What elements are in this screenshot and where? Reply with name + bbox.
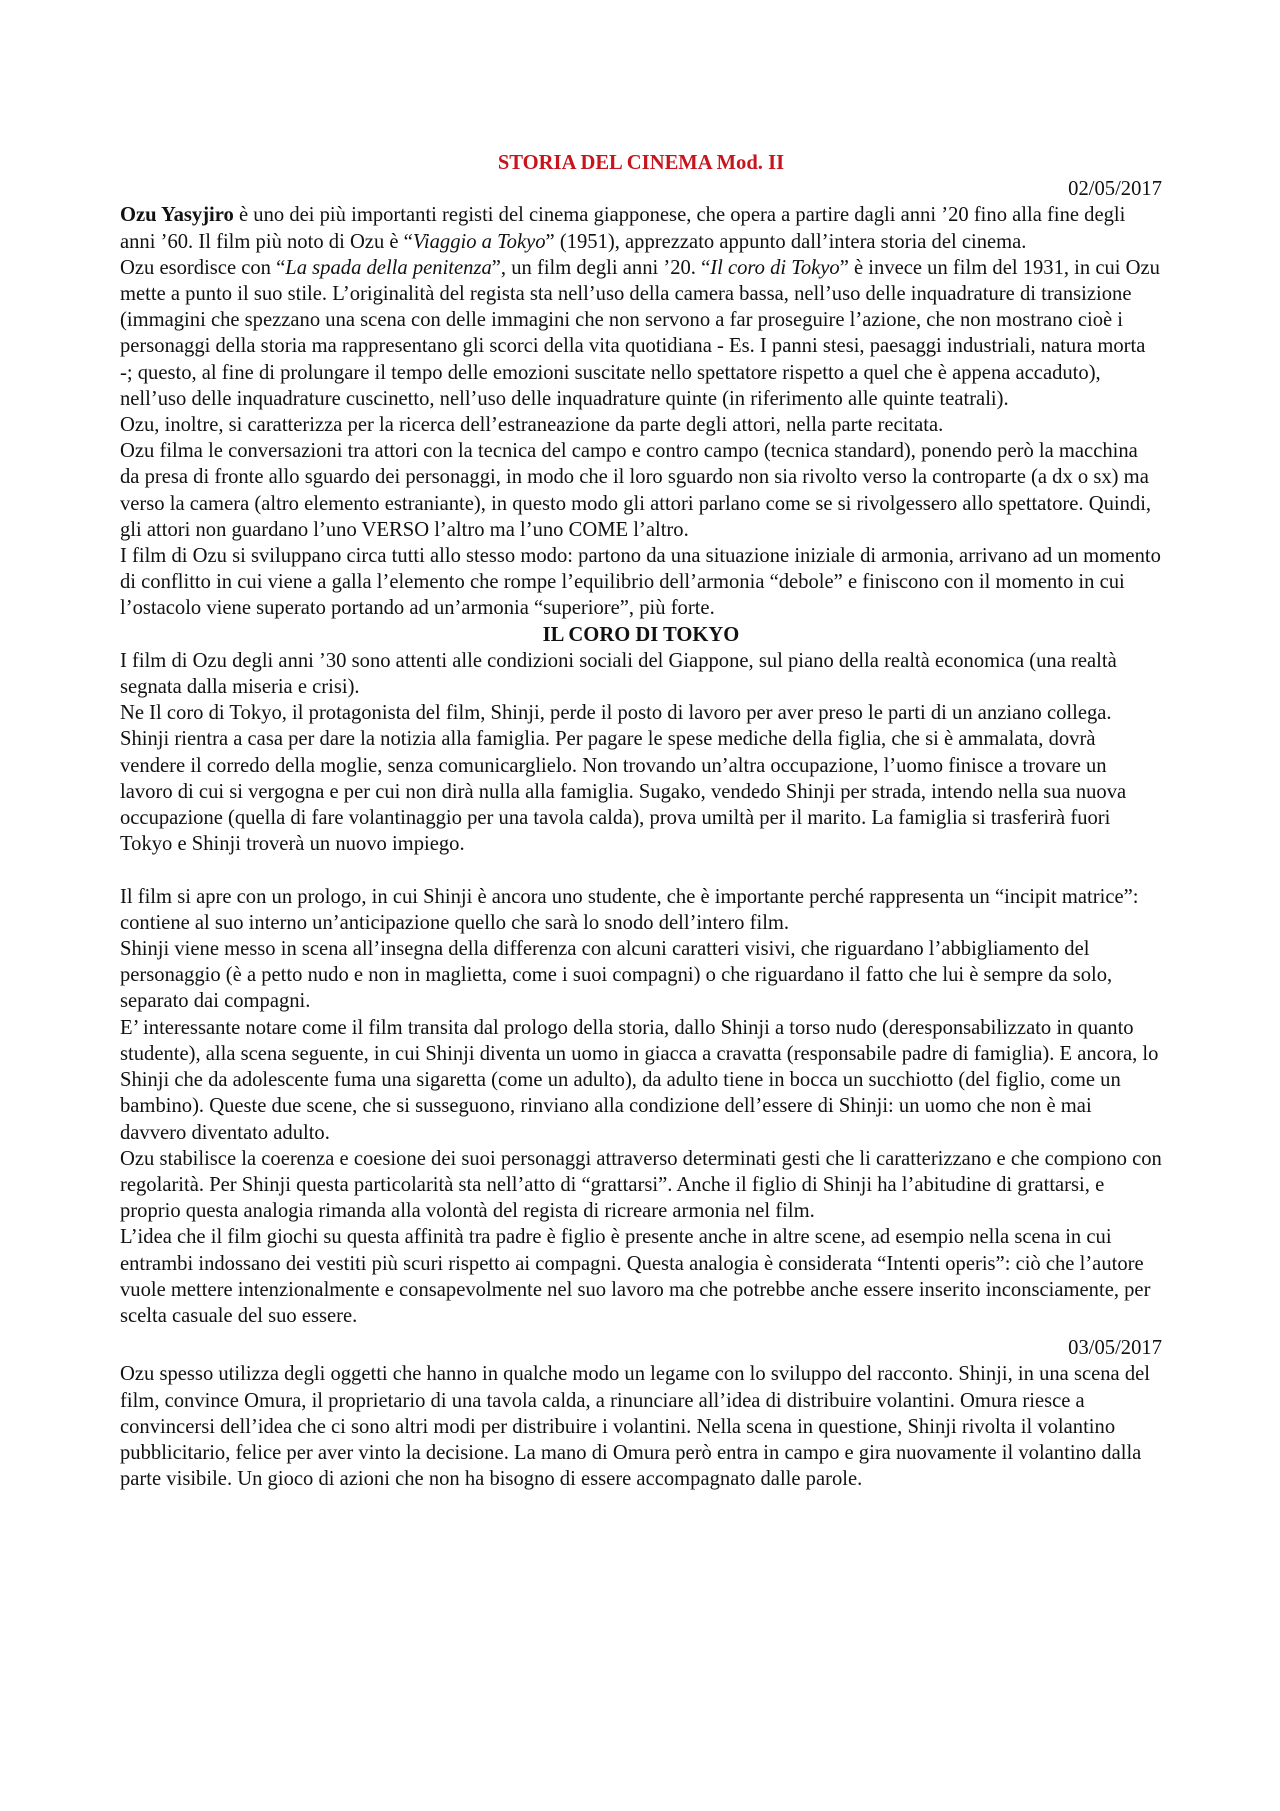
film-title: Viaggio a Tokyo <box>412 230 546 253</box>
director-name: Ozu Yasyjiro <box>120 204 234 227</box>
paragraph: Ozu stabilisce la coerenza e coesione dei suoi personaggi attraverso determinati gesti che li caratterizzano e che compiono con regolarità. Per Shinji questa particolarità sta nell’atto di “grattarsi”. Anche il figlio di Shinji ha l’abitudine di grattarsi, e proprio questa analogia rimanda alla volontà del regista di ricreare armonia nel film. <box>120 1147 1162 1223</box>
paragraph: E’ interessante notare come il film transita dal prologo della storia, dallo Shinji a torso nudo (deresponsabilizzato in quanto studente), alla scena seguente, in cui Shinji diventa un uomo in giacca a cravatta (responsabile padre di famiglia). E ancora, lo Shinji che da adolescente fuma una sigaretta (come un adulto), da adulto tiene in bocca un succhiotto (del figlio, come un bambino). Queste due scene, che si susseguono, rinviano alla condizione dell’essere di Shinji: un uomo che non è mai davvero diventato adulto. <box>120 1016 1159 1144</box>
paragraph: Shinji viene messo in scena all’insegna della differenza con alcuni caratteri visivi, che riguardano l’abbigliamento del personaggio (è a petto nudo e non in maglietta, come i suoi compagni) o che riguardano il fatto che lui è sempre da solo, separato dai compagni. <box>120 938 1113 1013</box>
blank-line <box>120 857 1162 883</box>
paragraph: L’idea che il film giochi su questa affinità tra padre è figlio è presente anche in altre scene, ad esempio nella scena in cui entrambi indossano dei vestiti più scuri rispetto ai compagni. Questa analogia è considerata “Intenti operis”: ciò che l’autore vuole mettere intenzionalmente e consapevolmente nel suo lavoro ma che potrebbe anche essere inserito inconsciamente, per scelta casuale del suo essere. <box>120 1226 1151 1327</box>
paragraph: Ozu, inoltre, si caratterizza per la ricerca dell’estraneazione da parte degli attori, nella parte recitata. <box>120 414 944 437</box>
paragraph: I film di Ozu degli anni ’30 sono attenti alle condizioni sociali del Giappone, sul piano della realtà economica (una realtà segnata dalla miseria e crisi). <box>120 649 1117 699</box>
paragraph: Ne Il coro di Tokyo, il protagonista del film, Shinji, perde il posto di lavoro per aver preso le parti di un anziano collega. Shinji rientra a casa per dare la notizia alla famiglia. Per pagare le spese mediche della figlia, che si è ammalata, dovrà vendere il corredo della moglie, senza comunicarglielo. Non trovando un’altra occupazione, l’uomo finisce a trovare un lavoro di cui si vergogna e per cui non dirà nulla alla famiglia. Sugako, vendedo Shinji per strada, intendo nella sua nuova occupazione (quella di fare volantinaggio per una tavola calda), prova umiltà per il marito. La famiglia si trasferirà fuori Tokyo e Shinji troverà un nuovo impiego. <box>120 702 1127 856</box>
section-heading: IL CORO DI TOKYO <box>542 623 740 646</box>
paragraph: Ozu filma le conversazioni tra attori con la tecnica del campo e contro campo (tecnica standard), ponendo però la macchina da presa di fronte allo sguardo dei personaggi, in modo che il loro sguardo non sia rivolto verso la controparte (a dx o sx) ma verso la camera (altro elemento estraniante), in questo modo gli attori parlano come se si rivolgessero allo spettatore. Quindi, gli attori non guardano l’uno VERSO l’altro ma l’uno COME l’altro. <box>120 440 1152 541</box>
paragraph-intro: Ozu Yasyjiro è uno dei più importanti registi del cinema giapponese, che opera a partire dagli anni ’20 fino alla fine degli anni ’60. Il film più noto di Ozu è “Viaggio a Tokyo” (1951), apprezzato appunto dall’intera storia del cinema. <box>120 204 1126 253</box>
paragraph: Il film si apre con un prologo, in cui Shinji è ancora uno studente, che è importante perché rappresenta un “incipit matrice”: contiene al suo interno un’anticipazione quello che sarà lo snodo dell’intero film. <box>120 885 1139 934</box>
film-title: La spada della penitenza <box>285 256 492 279</box>
document-page <box>120 150 1162 1492</box>
paragraph: Ozu spesso utilizza degli oggetti che hanno in qualche modo un legame con lo sviluppo del racconto. Shinji, in una scena del film, convince Omura, il proprietario di una tavola calda, a rinunciare all’idea di distribuire volantini. Omura riesce a convincersi dell’idea che ci sono altri modi per distribuire i volantini. Nella scena in questione, Shinji rivolta il volantino pubblicitario, felice per aver vinto la decisione. La mano di Omura però entra in campo e gira nuovamente il volantino dalla parte visibile. Un gioco di azioni che non ha bisogno di essere accompagnato dalle parole. <box>120 1363 1150 1491</box>
film-title: Il coro di Tokyo <box>710 256 840 279</box>
paragraph-debut: Ozu esordisce con “La spada della penitenza”, un film degli anni ’20. “Il coro di Tokyo” è invece un film del 1931, in cui Ozu mette a punto il suo stile. L’originalità del regista sta nell’uso della camera bassa, nell’uso delle inquadrature di transizione (immagini che spezzano una scena con delle immagini che non servono a far proseguire l’azione, che non mostrano cioè i personaggi della storia ma rappresentano gli scorci della vita quotidiana - Es. I panni stesi, paesaggi industriali, natura morta -; questo, al fine di prolungare il tempo delle emozioni suscitate nello spettatore rispetto a quel che è appena accaduto), nell’uso delle inquadrature cuscinetto, nell’uso delle inquadrature quinte (in riferimento alle quinte teatrali). <box>120 256 1160 410</box>
date-second: 03/05/2017 <box>1068 1337 1162 1360</box>
document-title: STORIA DEL CINEMA Mod. II <box>497 152 785 174</box>
paragraph: I film di Ozu si sviluppano circa tutti allo stesso modo: partono da una situazione iniziale di armonia, arrivano ad un momento di conflitto in cui viene a galla l’elemento che rompe l’equilibrio dell’armonia “debole” e finiscono con il momento in cui l’ostacolo viene superato portando ad un’armonia “superiore”, più forte. <box>120 545 1161 620</box>
date-first: 02/05/2017 <box>1068 178 1162 201</box>
